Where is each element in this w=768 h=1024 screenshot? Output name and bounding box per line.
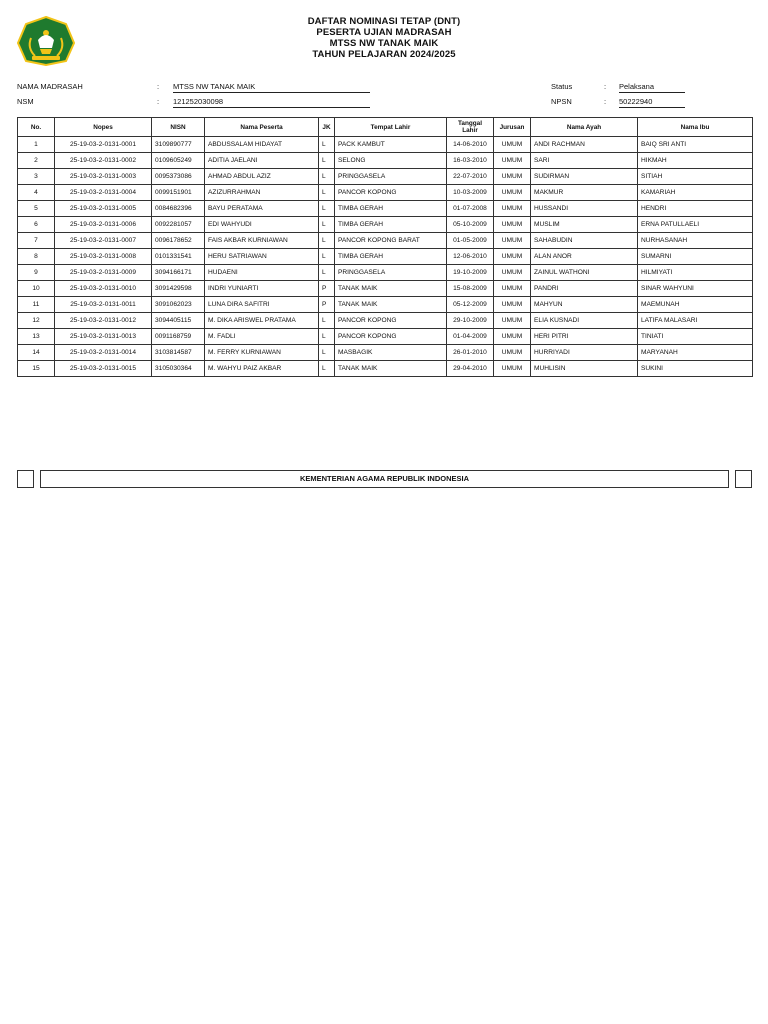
table-row bbox=[18, 313, 753, 329]
cell-nama-ibu: TINIATI bbox=[638, 329, 753, 345]
cell-nisn: 0095373086 bbox=[152, 169, 205, 185]
cell-jurusan: UMUM bbox=[494, 249, 531, 265]
footer-ministry: KEMENTERIAN AGAMA REPUBLIK INDONESIA bbox=[40, 470, 729, 488]
cell-nama-peserta: HERU SATRIAWAN bbox=[205, 249, 319, 265]
cell-nama-ayah: MAKMUR bbox=[531, 185, 638, 201]
cell-jurusan: UMUM bbox=[494, 281, 531, 297]
cell-jk: L bbox=[319, 201, 335, 217]
cell-tempat-lahir: PANCOR KOPONG BARAT bbox=[335, 233, 447, 249]
cell-tempat-lahir: PACK KAMBUT bbox=[335, 137, 447, 153]
cell-nopes: 25-19-03-2-0131-0013 bbox=[55, 329, 152, 345]
table-row bbox=[18, 185, 753, 201]
cell-nama-ayah: PANDRI bbox=[531, 281, 638, 297]
cell-tempat-lahir: TANAK MAIK bbox=[335, 297, 447, 313]
cell-nisn: 3103814587 bbox=[152, 345, 205, 361]
cell-tanggal-lahir: 19-10-2009 bbox=[447, 265, 494, 281]
cell-nopes: 25-19-03-2-0131-0007 bbox=[55, 233, 152, 249]
cell-tanggal-lahir: 29-04-2010 bbox=[447, 361, 494, 377]
title-line-4: TAHUN PELAJARAN 2024/2025 bbox=[312, 49, 456, 60]
col-header-nama-ibu: Nama Ibu bbox=[638, 118, 753, 137]
cell-jurusan: UMUM bbox=[494, 201, 531, 217]
cell-jk: L bbox=[319, 345, 335, 361]
cell-jk: L bbox=[319, 169, 335, 185]
table-row bbox=[18, 217, 753, 233]
cell-tanggal-lahir: 05-12-2009 bbox=[447, 297, 494, 313]
cell-nama-ibu: LATIFA MALASARI bbox=[638, 313, 753, 329]
title-line-3: MTSS NW TANAK MAIK bbox=[329, 38, 439, 49]
cell-tempat-lahir: TIMBA GERAH bbox=[335, 249, 447, 265]
nama-madrasah-colon: : bbox=[157, 82, 160, 91]
cell-no: 12 bbox=[18, 313, 55, 329]
cell-nama-ayah: SARI bbox=[531, 153, 638, 169]
cell-nama-peserta: BAYU PERATAMA bbox=[205, 201, 319, 217]
cell-nama-ayah: MUHLISIN bbox=[531, 361, 638, 377]
col-header-nama-peserta: Nama Peserta bbox=[205, 118, 319, 137]
cell-jurusan: UMUM bbox=[494, 329, 531, 345]
cell-jurusan: UMUM bbox=[494, 185, 531, 201]
cell-jk: P bbox=[319, 281, 335, 297]
cell-jurusan: UMUM bbox=[494, 297, 531, 313]
col-header-nama-ayah: Nama Ayah bbox=[531, 118, 638, 137]
table-row bbox=[18, 201, 753, 217]
dnt-table bbox=[17, 117, 753, 377]
cell-nopes: 25-19-03-2-0131-0011 bbox=[55, 297, 152, 313]
cell-nisn: 0096178652 bbox=[152, 233, 205, 249]
table-row bbox=[18, 345, 753, 361]
cell-no: 6 bbox=[18, 217, 55, 233]
npsn-value: 50222940 bbox=[619, 97, 685, 108]
cell-nisn: 3091062023 bbox=[152, 297, 205, 313]
cell-nama-ayah: HUSSANDI bbox=[531, 201, 638, 217]
cell-nopes: 25-19-03-2-0131-0015 bbox=[55, 361, 152, 377]
cell-nama-peserta: M. FERRY KURNIAWAN bbox=[205, 345, 319, 361]
cell-tanggal-lahir: 14-06-2010 bbox=[447, 137, 494, 153]
col-header-no: No. bbox=[18, 118, 55, 137]
cell-tanggal-lahir: 12-06-2010 bbox=[447, 249, 494, 265]
cell-nisn: 0091168759 bbox=[152, 329, 205, 345]
cell-jk: L bbox=[319, 265, 335, 281]
cell-nama-ayah: SUDIRMAN bbox=[531, 169, 638, 185]
table-row bbox=[18, 265, 753, 281]
cell-no: 10 bbox=[18, 281, 55, 297]
col-header-nopes: Nopes bbox=[55, 118, 152, 137]
cell-tanggal-lahir: 01-05-2009 bbox=[447, 233, 494, 249]
cell-nisn: 3094166171 bbox=[152, 265, 205, 281]
title-line-1: DAFTAR NOMINASI TETAP (DNT) bbox=[307, 16, 461, 27]
cell-jurusan: UMUM bbox=[494, 169, 531, 185]
cell-no: 15 bbox=[18, 361, 55, 377]
cell-nopes: 25-19-03-2-0131-0005 bbox=[55, 201, 152, 217]
status-label: Status bbox=[551, 82, 573, 91]
cell-nopes: 25-19-03-2-0131-0008 bbox=[55, 249, 152, 265]
document-header bbox=[0, 16, 768, 60]
cell-jk: L bbox=[319, 185, 335, 201]
cell-nama-ayah: SAHABUDIN bbox=[531, 233, 638, 249]
cell-nama-ibu: HENDRI bbox=[638, 201, 753, 217]
cell-nama-ibu: BAIQ SRI ANTI bbox=[638, 137, 753, 153]
cell-nama-peserta: AHMAD ABDUL AZIZ bbox=[205, 169, 319, 185]
cell-nisn: 3109890777 bbox=[152, 137, 205, 153]
cell-nama-ayah: ANDI RACHMAN bbox=[531, 137, 638, 153]
cell-nama-ibu: HIKMAH bbox=[638, 153, 753, 169]
table-body bbox=[18, 137, 753, 377]
cell-jk: L bbox=[319, 313, 335, 329]
cell-no: 14 bbox=[18, 345, 55, 361]
cell-nisn: 0109605249 bbox=[152, 153, 205, 169]
cell-tempat-lahir: PRINGGASELA bbox=[335, 169, 447, 185]
col-header-tempat-lahir: Tempat Lahir bbox=[335, 118, 447, 137]
cell-nama-peserta: INDRI YUNIARTI bbox=[205, 281, 319, 297]
cell-nisn: 0099151901 bbox=[152, 185, 205, 201]
cell-nama-ibu: MAEMUNAH bbox=[638, 297, 753, 313]
cell-nopes: 25-19-03-2-0131-0010 bbox=[55, 281, 152, 297]
status-value: Pelaksana bbox=[619, 82, 685, 93]
cell-jk: L bbox=[319, 361, 335, 377]
table-header-row bbox=[18, 118, 753, 137]
cell-jurusan: UMUM bbox=[494, 153, 531, 169]
table-row bbox=[18, 281, 753, 297]
nsm-colon: : bbox=[157, 97, 160, 106]
cell-nama-ayah: ZAINUL WATHONI bbox=[531, 265, 638, 281]
cell-tempat-lahir: TIMBA GERAH bbox=[335, 217, 447, 233]
cell-tanggal-lahir: 16-03-2010 bbox=[447, 153, 494, 169]
cell-nopes: 25-19-03-2-0131-0014 bbox=[55, 345, 152, 361]
cell-nama-peserta: HUDAENI bbox=[205, 265, 319, 281]
cell-no: 5 bbox=[18, 201, 55, 217]
cell-nama-ibu: SUMARNI bbox=[638, 249, 753, 265]
cell-jurusan: UMUM bbox=[494, 345, 531, 361]
cell-nama-peserta: LUNA DIRA SAFITRI bbox=[205, 297, 319, 313]
cell-nama-peserta: FAIS AKBAR KURNIAWAN bbox=[205, 233, 319, 249]
cell-jk: L bbox=[319, 249, 335, 265]
cell-nopes: 25-19-03-2-0131-0009 bbox=[55, 265, 152, 281]
cell-jurusan: UMUM bbox=[494, 313, 531, 329]
cell-jk: L bbox=[319, 329, 335, 345]
cell-nama-ayah: MAHYUN bbox=[531, 297, 638, 313]
cell-tanggal-lahir: 29-10-2009 bbox=[447, 313, 494, 329]
nama-madrasah-label: NAMA MADRASAH bbox=[17, 82, 83, 91]
npsn-label: NPSN bbox=[551, 97, 572, 106]
status-colon: : bbox=[604, 82, 607, 91]
table-row bbox=[18, 153, 753, 169]
cell-nama-ayah: ALAN ANOR bbox=[531, 249, 638, 265]
footer-left-box bbox=[17, 470, 34, 488]
cell-tempat-lahir: TANAK MAIK bbox=[335, 361, 447, 377]
cell-tanggal-lahir: 22-07-2010 bbox=[447, 169, 494, 185]
cell-nopes: 25-19-03-2-0131-0012 bbox=[55, 313, 152, 329]
cell-nama-peserta: ABDUSSALAM HIDAYAT bbox=[205, 137, 319, 153]
npsn-colon: : bbox=[604, 97, 607, 106]
table-row bbox=[18, 169, 753, 185]
cell-nopes: 25-19-03-2-0131-0004 bbox=[55, 185, 152, 201]
cell-tanggal-lahir: 15-08-2009 bbox=[447, 281, 494, 297]
cell-tempat-lahir: TANAK MAIK bbox=[335, 281, 447, 297]
cell-nama-peserta: AZIZURRAHMAN bbox=[205, 185, 319, 201]
cell-tempat-lahir: TIMBA GERAH bbox=[335, 201, 447, 217]
cell-nama-peserta: M. WAHYU PAIZ AKBAR bbox=[205, 361, 319, 377]
cell-nama-ibu: ERNA PATULLAELI bbox=[638, 217, 753, 233]
cell-nama-peserta: ADITIA JAELANI bbox=[205, 153, 319, 169]
cell-no: 13 bbox=[18, 329, 55, 345]
col-header-jk: JK bbox=[319, 118, 335, 137]
cell-nama-ayah: MUSLIM bbox=[531, 217, 638, 233]
cell-nisn: 3091429598 bbox=[152, 281, 205, 297]
cell-jurusan: UMUM bbox=[494, 217, 531, 233]
cell-nama-ibu: SINAR WAHYUNI bbox=[638, 281, 753, 297]
cell-jurusan: UMUM bbox=[494, 137, 531, 153]
cell-nopes: 25-19-03-2-0131-0006 bbox=[55, 217, 152, 233]
cell-tempat-lahir: SELONG bbox=[335, 153, 447, 169]
cell-nama-ayah: ELIA KUSNADI bbox=[531, 313, 638, 329]
cell-nopes: 25-19-03-2-0131-0003 bbox=[55, 169, 152, 185]
nsm-label: NSM bbox=[17, 97, 34, 106]
cell-nama-ibu: HILMIYATI bbox=[638, 265, 753, 281]
cell-tempat-lahir: PRINGGASELA bbox=[335, 265, 447, 281]
table-row bbox=[18, 249, 753, 265]
nama-madrasah-value: MTSS NW TANAK MAIK bbox=[173, 82, 370, 93]
cell-no: 4 bbox=[18, 185, 55, 201]
cell-jk: L bbox=[319, 137, 335, 153]
table-row bbox=[18, 137, 753, 153]
cell-nama-peserta: EDI WAHYUDI bbox=[205, 217, 319, 233]
cell-nopes: 25-19-03-2-0131-0001 bbox=[55, 137, 152, 153]
cell-nama-ayah: HURRIYADI bbox=[531, 345, 638, 361]
cell-nama-peserta: M. DIKA ARISWEL PRATAMA bbox=[205, 313, 319, 329]
cell-nama-peserta: M. FADLI bbox=[205, 329, 319, 345]
cell-nama-ibu: NURHASANAH bbox=[638, 233, 753, 249]
cell-no: 7 bbox=[18, 233, 55, 249]
cell-jk: L bbox=[319, 217, 335, 233]
cell-tempat-lahir: MASBAGIK bbox=[335, 345, 447, 361]
cell-nama-ibu: MARYANAH bbox=[638, 345, 753, 361]
cell-tanggal-lahir: 26-01-2010 bbox=[447, 345, 494, 361]
col-header-tanggal-lahir: Tanggal Lahir bbox=[447, 118, 494, 137]
title-line-2: PESERTA UJIAN MADRASAH bbox=[316, 27, 452, 38]
cell-jk: L bbox=[319, 153, 335, 169]
cell-tempat-lahir: PANCOR KOPONG bbox=[335, 329, 447, 345]
cell-tanggal-lahir: 05-10-2009 bbox=[447, 217, 494, 233]
cell-jurusan: UMUM bbox=[494, 265, 531, 281]
cell-no: 3 bbox=[18, 169, 55, 185]
cell-nama-ibu: KAMARIAH bbox=[638, 185, 753, 201]
cell-no: 2 bbox=[18, 153, 55, 169]
table-row bbox=[18, 329, 753, 345]
col-header-nisn: NISN bbox=[152, 118, 205, 137]
cell-tanggal-lahir: 10-03-2009 bbox=[447, 185, 494, 201]
col-header-jurusan: Jurusan bbox=[494, 118, 531, 137]
cell-nisn: 3094405115 bbox=[152, 313, 205, 329]
cell-tanggal-lahir: 01-04-2009 bbox=[447, 329, 494, 345]
cell-nama-ibu: SITIAH bbox=[638, 169, 753, 185]
cell-nama-ibu: SUKINI bbox=[638, 361, 753, 377]
cell-no: 1 bbox=[18, 137, 55, 153]
cell-jurusan: UMUM bbox=[494, 361, 531, 377]
nsm-value: 121252030098 bbox=[173, 97, 370, 108]
cell-nisn: 0092281057 bbox=[152, 217, 205, 233]
cell-jurusan: UMUM bbox=[494, 233, 531, 249]
cell-nisn: 0101331541 bbox=[152, 249, 205, 265]
cell-no: 8 bbox=[18, 249, 55, 265]
cell-nopes: 25-19-03-2-0131-0002 bbox=[55, 153, 152, 169]
cell-jk: P bbox=[319, 297, 335, 313]
cell-nisn: 0084682396 bbox=[152, 201, 205, 217]
footer-right-box bbox=[735, 470, 752, 488]
cell-tanggal-lahir: 01-07-2008 bbox=[447, 201, 494, 217]
cell-nama-ayah: HERI PITRI bbox=[531, 329, 638, 345]
table-row bbox=[18, 297, 753, 313]
cell-no: 9 bbox=[18, 265, 55, 281]
cell-nisn: 3105030364 bbox=[152, 361, 205, 377]
cell-tempat-lahir: PANCOR KOPONG bbox=[335, 185, 447, 201]
table-row bbox=[18, 361, 753, 377]
cell-no: 11 bbox=[18, 297, 55, 313]
cell-jk: L bbox=[319, 233, 335, 249]
cell-tempat-lahir: PANCOR KOPONG bbox=[335, 313, 447, 329]
table-row bbox=[18, 233, 753, 249]
